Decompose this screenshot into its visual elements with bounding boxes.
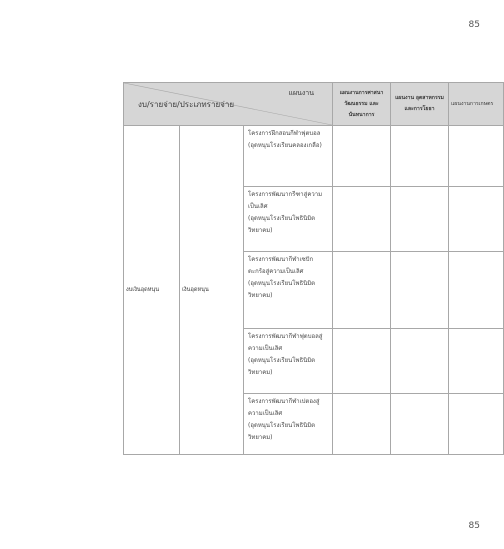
project-note: (อุดหนุนโรงเรียนโพธินิมิตวิทยาคม) [248,280,316,299]
project-name: โครงการฝึกสอนกีฬาฟุตบอล [248,130,321,137]
column-header-religion-culture: แผนงานการศาสนา วัฒนธรรม และนันทนาการ [333,83,391,126]
project-name: โครงการพัฒนากีฬาเซปักตะกร้อสู่ความเป็นเลิศ [248,256,314,275]
empty-cell [391,126,449,187]
diagonal-header-cell [124,83,333,126]
project-name: โครงการพัฒนากีฬาฟุตบอลสู่ความเป็นเลิศ [248,333,323,352]
empty-cell [449,252,504,329]
empty-cell [391,329,449,394]
column-header-industry-public-works: แผนงาน อุตสาหกรรมและการโยธา [391,83,449,126]
project-note: (อุดหนุนโรงเรียนโพธินิมิตวิทยาคม) [248,215,316,234]
empty-cell [391,252,449,329]
project-cell [244,187,333,252]
page-number-bottom: 85 [468,521,480,531]
project-name: โครงการพัฒนากีฬาเปตองสู่ความเป็นเลิศ [248,398,320,417]
project-cell [244,126,333,187]
empty-cell [333,187,391,252]
page-number-top: 85 [468,20,480,30]
empty-cell [391,187,449,252]
expense-type-header-label: งบ/รายจ่าย/ประเภทรายจ่าย [138,100,235,109]
empty-cell [449,187,504,252]
empty-cell [333,394,391,455]
project-note: (อุดหนุนโรงเรียนคลองเกลือ) [248,142,322,149]
table-row [124,126,504,187]
empty-cell [333,329,391,394]
project-note: (อุดหนุนโรงเรียนโพธินิมิตวิทยาคม) [248,357,316,376]
empty-cell [449,394,504,455]
empty-cell [449,329,504,394]
project-name: โครงการพัฒนากรีฑาสู่ความเป็นเลิศ [248,191,323,210]
empty-cell [333,252,391,329]
project-note: (อุดหนุนโรงเรียนโพธินิมิตวิทยาคม) [248,422,316,441]
budget-subcategory-cell: เงินอุดหนุน [180,126,244,455]
project-cell [244,252,333,329]
empty-cell [391,394,449,455]
empty-cell [449,126,504,187]
budget-table [123,82,504,455]
empty-cell [333,126,391,187]
project-cell [244,394,333,455]
plan-header-label: แผนงาน [288,89,315,97]
column-header-agriculture: แผนงานการเกษตร [449,83,504,126]
table-header-row [124,83,504,126]
budget-category-cell: งบเงินอุดหนุน [124,126,180,455]
project-cell [244,329,333,394]
